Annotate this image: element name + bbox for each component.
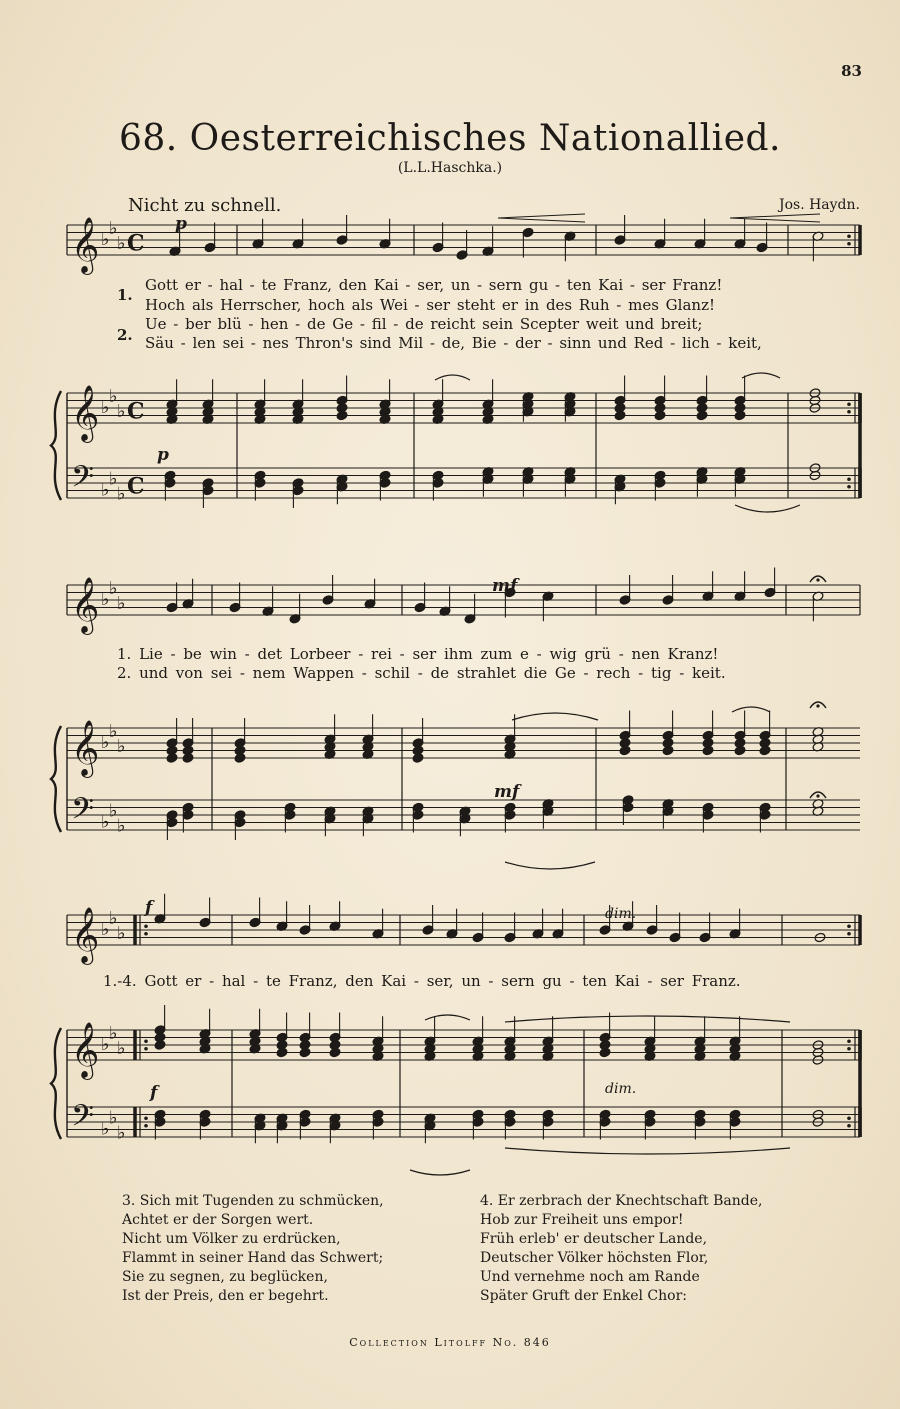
chord-note — [734, 410, 746, 421]
flat-sign: ♭ — [117, 592, 126, 614]
publisher-footer: Collection Litolff No. 846 — [349, 1336, 551, 1349]
repeat-dot — [847, 477, 851, 481]
dynamic-piano-accomp: p — [157, 445, 169, 465]
hairpin — [498, 218, 585, 222]
flat-sign: ♭ — [109, 385, 118, 407]
flat-sign: ♭ — [117, 1037, 126, 1059]
slur — [410, 1170, 470, 1175]
flat-sign: ♭ — [109, 800, 118, 822]
chord-note — [654, 410, 666, 421]
flat-sign: ♭ — [117, 400, 126, 422]
chord-note — [619, 745, 631, 756]
bass-clef: 𝄢 — [71, 460, 95, 502]
flat-sign: ♭ — [109, 1107, 118, 1129]
flat-sign: ♭ — [101, 589, 110, 610]
flat-sign: ♭ — [117, 1122, 126, 1144]
stanza-4-line: Deutscher Völker höchsten Flor, — [480, 1250, 709, 1266]
composer-credit: Jos. Haydn. — [778, 197, 860, 213]
chord-note — [412, 753, 424, 764]
bass-clef: 𝄢 — [71, 792, 95, 834]
chord-note — [182, 753, 194, 764]
flat-sign: ♭ — [101, 811, 110, 833]
treble-clef: 𝄞 — [71, 385, 100, 441]
flat-sign: ♭ — [117, 483, 126, 505]
flat-sign: ♭ — [101, 479, 110, 501]
flat-sign: ♭ — [101, 1118, 110, 1140]
common-time: C — [127, 230, 145, 257]
flat-sign: ♭ — [117, 922, 126, 944]
chord-note — [599, 1047, 611, 1058]
flat-sign: ♭ — [101, 229, 110, 250]
flat-sign: ♭ — [117, 735, 126, 757]
common-time: C — [127, 473, 145, 500]
dynamic-piano-voice: p — [175, 214, 187, 234]
verse-label-2: 2. — [117, 326, 133, 344]
stanza-4-line: Früh erleb' er deutscher Lande, — [480, 1231, 708, 1247]
flat-sign: ♭ — [101, 919, 110, 940]
common-time: C — [127, 398, 145, 425]
stanza-4-line: Und vernehme noch am Rande — [480, 1269, 700, 1285]
chord-note — [234, 753, 246, 764]
lyric-line-7: 1.-4. Gott er - hal - te Franz, den Kai - ser, un - sern gu - ten Kai - ser Franz. — [103, 972, 741, 990]
repeat-dot — [847, 1124, 851, 1128]
repeat-dot — [144, 1116, 148, 1120]
chord-note — [734, 745, 746, 756]
song-title: 68. Oesterreichisches Nationallied. — [118, 118, 781, 159]
slur — [505, 1148, 790, 1154]
flat-sign: ♭ — [109, 907, 118, 929]
fermata-dot — [816, 578, 819, 581]
lyric-line-6: 2. und von sei - nem Wappen - schil - de strahlet die Ge - rech - tig - keit. — [117, 664, 726, 682]
stanza-3-line: Nicht um Völker zu erdrücken, — [122, 1231, 341, 1247]
repeat-dot — [144, 924, 148, 928]
hairpin — [730, 218, 820, 222]
flat-sign: ♭ — [101, 397, 110, 418]
chord-note — [276, 1047, 288, 1058]
slur — [435, 375, 470, 380]
flat-sign: ♭ — [109, 217, 118, 239]
flat-sign: ♭ — [101, 732, 110, 753]
slur — [735, 505, 800, 512]
lyric-line-2: Hoch als Herrscher, hoch als Wei - ser steht er in des Ruh - mes Glanz! — [145, 296, 715, 314]
slur — [505, 862, 595, 869]
dynamic-mf-voice: mf — [492, 576, 518, 596]
stanza-3-line: 3. Sich mit Tugenden zu schmücken, — [122, 1193, 384, 1209]
repeat-dot — [847, 1039, 851, 1043]
fermata-dot — [816, 794, 819, 797]
repeat-dot — [847, 1047, 851, 1051]
lyric-line-1: Gott er - hal - te Franz, den Kai - ser, un - sern gu - ten Kai - ser Franz! — [145, 276, 723, 294]
piano-brace — [51, 726, 61, 832]
lyricist-credit: (L.L.Haschka.) — [397, 160, 503, 176]
flat-sign: ♭ — [117, 815, 126, 837]
flat-sign: ♭ — [109, 1022, 118, 1044]
dynamic-dim-voice: dim. — [605, 906, 637, 922]
piano-brace — [51, 391, 61, 500]
repeat-dot — [847, 410, 851, 414]
chord-note — [154, 1040, 166, 1051]
treble-clef: 𝄞 — [71, 907, 100, 963]
verse-label-1: 1. — [117, 286, 133, 304]
hairpin — [498, 214, 585, 218]
dynamic-forte-accomp: f — [150, 1083, 158, 1103]
page-number: 83 — [841, 62, 862, 80]
treble-clef: 𝄞 — [71, 720, 100, 776]
slur — [505, 1016, 790, 1022]
hairpin — [730, 214, 820, 218]
slur — [425, 1015, 470, 1020]
chord-note — [336, 410, 348, 421]
repeat-dot — [847, 924, 851, 928]
repeat-dot — [144, 1047, 148, 1051]
fermata-dot — [816, 704, 819, 707]
repeat-dot — [847, 1116, 851, 1120]
repeat-dot — [847, 932, 851, 936]
chord-note — [702, 745, 714, 756]
stanza-3-line: Flammt in seiner Hand das Schwert; — [122, 1250, 384, 1266]
treble-clef: 𝄞 — [71, 577, 100, 633]
treble-clef: 𝄞 — [71, 1022, 100, 1078]
repeat-dot — [144, 1124, 148, 1128]
stanza-3 — [122, 1192, 384, 1306]
repeat-dot — [847, 402, 851, 406]
chord-note — [662, 745, 674, 756]
flat-sign: ♭ — [109, 468, 118, 490]
stanza-4 — [480, 1192, 762, 1306]
dynamic-mf-accomp: mf — [494, 782, 520, 802]
stanza-4-line: Später Gruft der Enkel Chor: — [480, 1288, 687, 1304]
chord-note — [299, 1047, 311, 1058]
chord-note — [166, 753, 178, 764]
slur — [742, 373, 780, 378]
flat-sign: ♭ — [117, 232, 126, 254]
slur — [732, 707, 770, 712]
repeat-dot — [144, 1039, 148, 1043]
stanza-3-line: Sie zu segnen, zu beglücken, — [122, 1269, 328, 1285]
repeat-dot — [847, 485, 851, 489]
treble-clef: 𝄞 — [71, 217, 100, 273]
stanza-4-line: Hob zur Freiheit uns empor! — [480, 1212, 684, 1228]
lyric-line-4: Säu - len sei - nes Thron's sind Mil - de, Bie - der - sinn und Red - lich - keit, — [145, 334, 762, 352]
dynamic-dim-accomp: dim. — [605, 1081, 637, 1097]
flat-sign: ♭ — [109, 720, 118, 742]
lyric-line-3: Ue - ber blü - hen - de Ge - fil - de reicht sein Scepter weit und breit; — [145, 315, 703, 333]
stanza-4-line: 4. Er zerbrach der Knechtschaft Bande, — [480, 1193, 763, 1209]
flat-sign: ♭ — [101, 1034, 110, 1055]
lyric-line-5: 1. Lie - be win - det Lorbeer - rei - ser ihm zum e - wig grü - nen Kranz! — [117, 645, 719, 663]
repeat-dot — [144, 932, 148, 936]
slur — [512, 713, 598, 720]
piano-brace — [51, 1028, 61, 1139]
chord-note — [759, 745, 771, 756]
bass-clef: 𝄢 — [71, 1099, 95, 1141]
repeat-dot — [847, 234, 851, 238]
tempo-marking: Nicht zu schnell. — [128, 195, 282, 216]
chord-note — [329, 1047, 341, 1058]
repeat-dot — [847, 242, 851, 246]
stanza-3-line: Ist der Preis, den er begehrt. — [122, 1288, 329, 1304]
dynamic-forte-voice: f — [145, 898, 153, 918]
flat-sign: ♭ — [109, 577, 118, 599]
chord-note — [696, 410, 708, 421]
chord-note — [614, 410, 626, 421]
stanza-3-line: Achtet er der Sorgen wert. — [122, 1212, 314, 1228]
